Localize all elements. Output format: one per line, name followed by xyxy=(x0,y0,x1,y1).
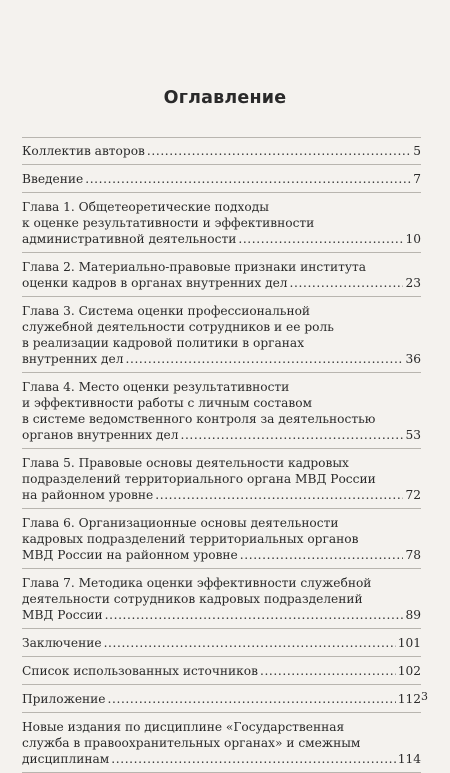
toc-entry-line xyxy=(22,751,421,767)
toc-entry-line xyxy=(22,735,421,751)
dot-leader xyxy=(104,635,396,651)
toc-entry-line xyxy=(22,143,421,159)
dot-leader xyxy=(147,143,411,159)
toc-page-number: 72 xyxy=(405,488,421,502)
toc-entry-text: Глава 2. Материально-правовые признаки института xyxy=(22,260,367,274)
toc-entry xyxy=(22,713,421,773)
toc-entry-text: Глава 1. Общетеоретические подходы xyxy=(22,200,269,214)
dot-leader xyxy=(155,487,403,503)
toc-entry-text: на районном уровне xyxy=(22,488,154,502)
toc-entry-text: служебной деятельности сотрудников и ее роль xyxy=(22,320,334,334)
toc-entry-text: Список использованных источников xyxy=(22,664,258,678)
toc-entry xyxy=(22,137,421,165)
toc-entry-text: Заключение xyxy=(22,636,102,650)
toc-entry-text: дисциплинам xyxy=(22,752,110,766)
toc-entry-text: Приложение xyxy=(22,692,106,706)
toc-entry-text: к оценке результативности и эффективности xyxy=(22,216,315,230)
toc-page-number: 53 xyxy=(405,428,421,442)
toc-entry-text: МВД России xyxy=(22,608,103,622)
toc-entry-text: Введение xyxy=(22,172,84,186)
toc-entry xyxy=(22,509,421,569)
toc-page-number: 101 xyxy=(397,636,421,650)
toc-entry-line xyxy=(22,531,421,547)
toc-entry-text: в системе ведомственного контроля за деятельностью xyxy=(22,412,376,426)
toc-page-number: 102 xyxy=(397,664,421,678)
toc-entry-text: Новые издания по дисциплине «Государственная xyxy=(22,720,345,734)
toc-entry-text: кадровых подразделений территориальных органов xyxy=(22,532,359,546)
page-number: 3 xyxy=(421,690,428,703)
dot-leader xyxy=(126,351,404,367)
dot-leader xyxy=(111,751,395,767)
toc-entry-line xyxy=(22,395,421,411)
toc-entry-text: Глава 5. Правовые основы деятельности кадровых xyxy=(22,456,349,470)
dot-leader xyxy=(240,547,404,563)
toc-entry-line xyxy=(22,663,421,679)
dot-leader xyxy=(180,427,403,443)
toc-entry-line xyxy=(22,427,421,443)
toc-entry-text: внутренних дел xyxy=(22,352,124,366)
page-title: Оглавление xyxy=(163,88,287,108)
dot-leader xyxy=(290,275,404,291)
toc-entry-text: органов внутренних дел xyxy=(22,428,179,442)
toc-entry-text: подразделений территориального органа МВД России xyxy=(22,472,376,486)
dot-leader xyxy=(85,171,411,187)
toc-entry-line xyxy=(22,379,421,395)
toc-entry xyxy=(22,297,421,373)
toc-entry-line xyxy=(22,635,421,651)
toc-entry-line xyxy=(22,515,421,531)
toc-entry-line xyxy=(22,691,421,707)
toc-entry xyxy=(22,569,421,629)
toc-page-number: 36 xyxy=(405,352,421,366)
toc-entry-text: Коллектив авторов xyxy=(22,144,145,158)
dot-leader xyxy=(260,663,396,679)
dot-leader xyxy=(108,691,396,707)
toc-entry xyxy=(22,373,421,449)
toc-entry-line xyxy=(22,215,421,231)
toc-entry xyxy=(22,193,421,253)
toc-entry-text: МВД России на районном уровне xyxy=(22,548,238,562)
toc-entry-line xyxy=(22,335,421,351)
toc-page-number: 10 xyxy=(405,232,421,246)
toc-entry-line xyxy=(22,487,421,503)
toc-page-number: 78 xyxy=(405,548,421,562)
toc-entry-line xyxy=(22,275,421,291)
table-of-contents xyxy=(22,137,421,773)
toc-entry-line xyxy=(22,607,421,623)
toc-page-number: 89 xyxy=(405,608,421,622)
toc-entry-line xyxy=(22,351,421,367)
toc-page-number: 7 xyxy=(413,172,421,186)
toc-entry-text: Глава 3. Система оценки профессиональной xyxy=(22,304,311,318)
toc-page-number: 112 xyxy=(397,692,421,706)
toc-entry xyxy=(22,165,421,193)
toc-entry-line xyxy=(22,199,421,215)
toc-entry-text: в реализации кадровой политики в органах xyxy=(22,336,305,350)
toc-page-number: 114 xyxy=(397,752,421,766)
toc-entry-text: Глава 6. Организационные основы деятельности xyxy=(22,516,339,530)
toc-entry-line xyxy=(22,319,421,335)
toc-page-number: 5 xyxy=(413,144,421,158)
dot-leader xyxy=(238,231,403,247)
toc-entry-line xyxy=(22,171,421,187)
toc-entry-text: оценки кадров в органах внутренних дел xyxy=(22,276,288,290)
toc-entry-line xyxy=(22,411,421,427)
toc-entry-line xyxy=(22,471,421,487)
toc-entry-line xyxy=(22,591,421,607)
toc-entry-line xyxy=(22,231,421,247)
toc-entry-line xyxy=(22,575,421,591)
dot-leader xyxy=(105,607,404,623)
toc-entry-text: Глава 7. Методика оценки эффективности служебной xyxy=(22,576,372,590)
toc-entry-text: служба в правоохранительных органах» и смежным xyxy=(22,736,361,750)
toc-entry xyxy=(22,657,421,685)
toc-entry-line xyxy=(22,303,421,319)
toc-entry-line xyxy=(22,259,421,275)
toc-entry-line xyxy=(22,547,421,563)
toc-entry xyxy=(22,253,421,297)
toc-entry-text: и эффективности работы с личным составом xyxy=(22,396,313,410)
toc-entry-text: административной деятельности xyxy=(22,232,237,246)
toc-entry-line xyxy=(22,719,421,735)
toc-entry xyxy=(22,629,421,657)
toc-entry xyxy=(22,449,421,509)
toc-entry-line xyxy=(22,455,421,471)
toc-page-number: 23 xyxy=(405,276,421,290)
toc-entry-text: деятельности сотрудников кадровых подразделений xyxy=(22,592,363,606)
toc-entry xyxy=(22,685,421,713)
toc-entry-text: Глава 4. Место оценки результативности xyxy=(22,380,290,394)
